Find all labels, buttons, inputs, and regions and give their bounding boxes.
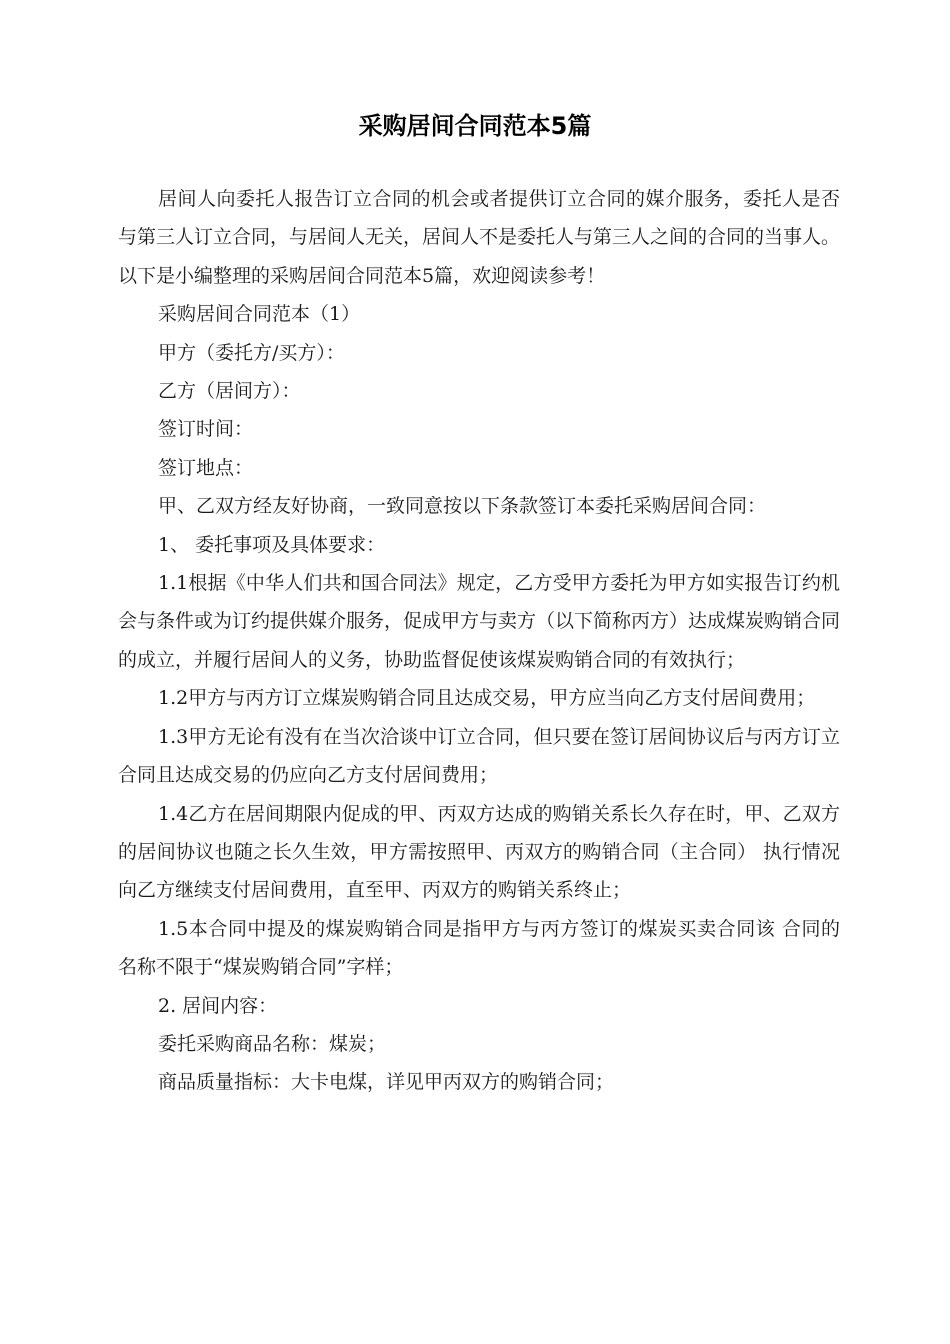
clause-1-heading: 1、 委托事项及具体要求： bbox=[158, 533, 386, 556]
agreement-preamble: 甲、乙双方经友好协商，一致同意按以下条款签订本委托采购居间合同： bbox=[158, 495, 767, 518]
clause-1-2: 1.2甲方与丙方订立煤炭购销合同且达成交易，甲方应当向乙方支付居间费用； bbox=[158, 687, 816, 710]
signing-time-line: 签订时间： bbox=[158, 418, 254, 441]
clause-1-5: 1.5本合同中提及的煤炭购销合同是指甲方与丙方签订的煤炭买卖合同该 合同的名称不限于“煤炭购销合同”字样； bbox=[118, 917, 840, 979]
quality-spec-line: 商品质量指标：大卡电煤，详见甲丙双方的购销合同； bbox=[158, 1071, 615, 1094]
party-a-line: 甲方（委托方/买方）： bbox=[158, 341, 345, 364]
document-title: 采购居间合同范本5篇 bbox=[358, 112, 592, 140]
clause-1-1: 1.1根据《中华人们共和国合同法》规定，乙方受甲方委托为甲方如实报告订约机会与条件或为订约提供媒介服务，促成甲方与卖方（以下简称丙方）达成煤炭购销合同的成立，并履行居间人的义务，协助监督促使该煤炭购销合同的有效执行； bbox=[118, 572, 841, 671]
clause-1-3: 1.3甲方无论有没有在当次洽谈中订立合同，但只要在签订居间协议后与丙方订立合同且达成交易的仍应向乙方支付居间费用； bbox=[118, 725, 840, 787]
document-body bbox=[118, 180, 840, 1102]
commodity-name-line: 委托采购商品名称：煤炭； bbox=[158, 1032, 387, 1055]
clause-2-heading: 2. 居间内容： bbox=[158, 994, 278, 1017]
clause-1-4: 1.4乙方在居间期限内促成的甲、丙双方达成的购销关系长久存在时，甲、乙双方的居间协议也随之长久生效，甲方需按照甲、丙双方的购销合同（主合同） 执行情况向乙方继续支付居间费用，直至甲、丙双方的购销关系终止； bbox=[118, 802, 840, 902]
signing-place-line: 签订地点： bbox=[158, 456, 254, 479]
section-heading: 采购居间合同范本（1） bbox=[158, 303, 361, 326]
party-b-line: 乙方（居间方）： bbox=[158, 380, 301, 403]
intro-paragraph: 居间人向委托人报告订立合同的机会或者提供订立合同的媒介服务，委托人是否与第三人订立合同，与居间人无关，居间人不是委托人与第三人之间的合同的当事人。以下是小编整理的采购居间合同范本5篇，欢迎阅读参考！ bbox=[118, 188, 841, 287]
